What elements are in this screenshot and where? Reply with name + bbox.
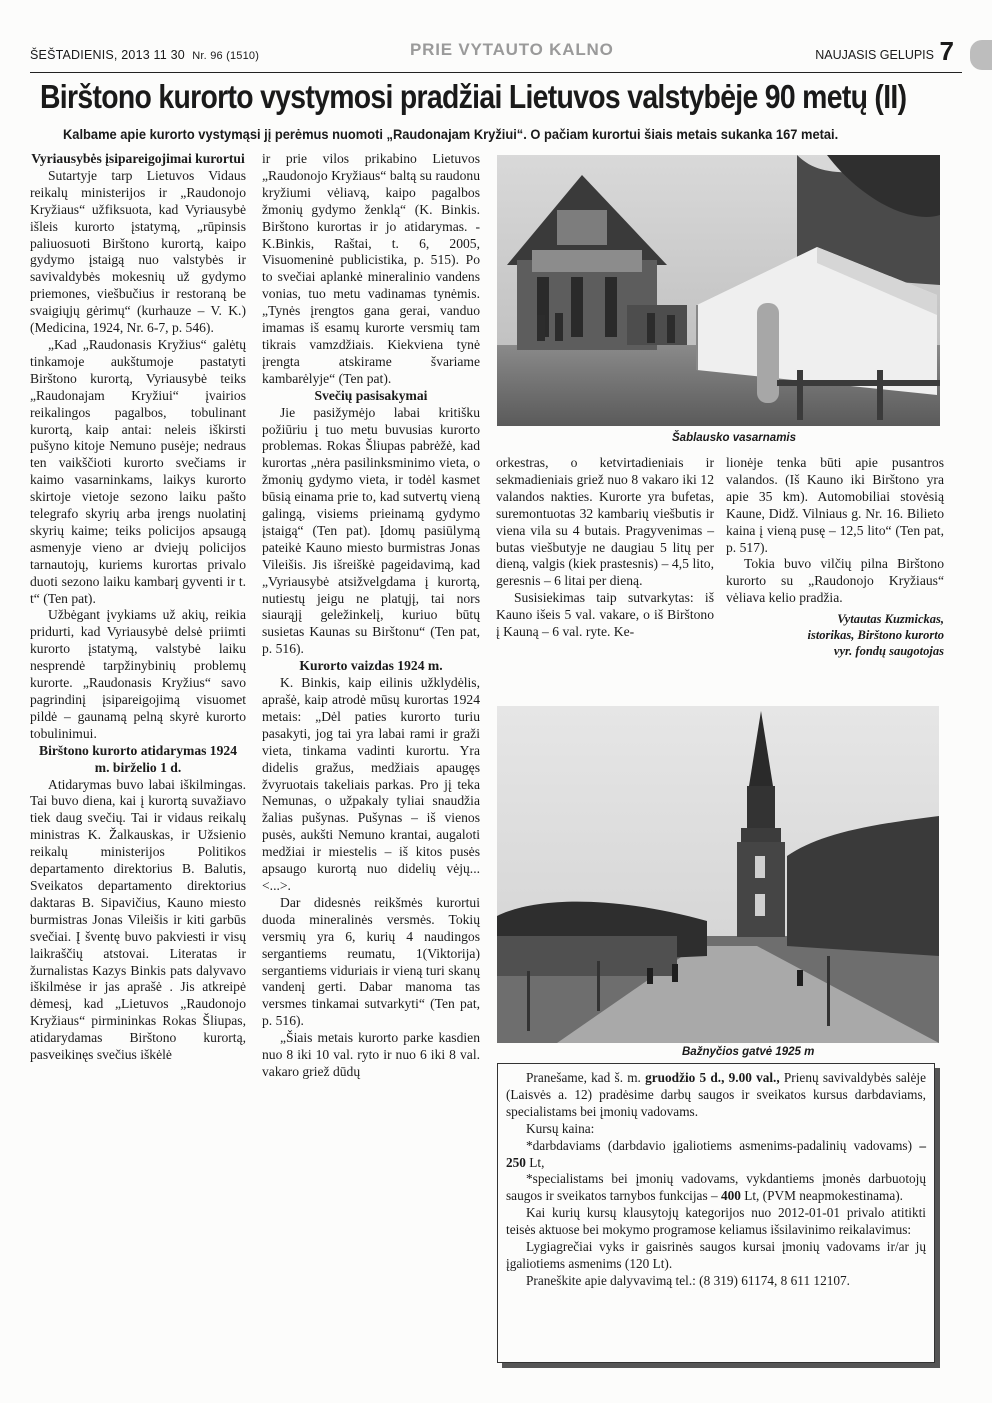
paragraph: Tokia buvo vilčių pilna Birštono kurorto su „Raudonojo Kryžiaus“ vėliava kelio pradžia. <box>726 556 944 606</box>
column-2 <box>262 151 480 1081</box>
column-1 <box>30 151 246 1064</box>
notice-line: *specialistams bei įmonių vadovams, vykdantiems įmonės darbuotojų saugos ir sveikatos tarnybos funkcijas – 400 Lt, (PVM neapmokestinama). <box>506 1171 926 1204</box>
author-name: Vytautas Kuzmickas, <box>837 612 944 627</box>
author-signature <box>726 611 944 659</box>
paragraph: K. Binkis, kaip eilinis užklydėlis, aprašė, kaip atrodė mūsų kurortas 1924 metais: „Dėl paties kurorto turiu pasakyti, jog tai yra labai rami ir graži vieta, tinkama vadinti kurortu. Yra didelis gražus, medžiais apaugęs žvyruotais takeliais parkas. Pro jį teka Nemunas, o užpakaly tyliai snaudžia žalias pušynas. Pušynas – iš vienos pusės, aukšti Nemuno krantai, augaloti medžiai ir miestelis – iš kitos pusės apsaugo kurortą nuo didelių vėjų...<...>. <box>262 675 480 893</box>
villa-photo-drawing <box>497 155 940 426</box>
course-notice <box>497 1063 935 1363</box>
paragraph: Susisiekimas taip sutvarkytas: iš Kauno išeis 5 val. vakare, o iš Birštono į Kauną – 6 val. ryte. Ke- <box>496 590 714 640</box>
church-photo-drawing <box>497 706 939 1043</box>
photo-church-street <box>497 706 939 1043</box>
paragraph: Jie pasižymėjo labai kritišku požiūriu į tuo metu buvusias kurorto problemas. Rokas Šliupas pabrėžė, kad kurortas „nėra pasilinksminimo vieta, o žmonių gydymo vieta, ir todėl kasmet būsią einama prie to, kad sutvertų vieną galingą, visiems prieinamą gydymo įstaigą“ (Ten pat). Įdomų pasiūlymą pateikė Kauno miesto burmistras Jonas Vileišis. Jis išreiškė pageidavimą, kad „Vyriausybė atsižvelgdama į kurortą, nutiestų jeigu ne platųjį, tai nors siaurąjį geležinkelį, kuriuo būtų susietas Kaunas su Birštonu“ (Ten pat, p. 516). <box>262 404 480 657</box>
photo-caption: Šablausko vasarnamis <box>672 432 797 444</box>
page-tab-marker <box>970 40 992 70</box>
notice-line: *darbdaviams (darbdavio įgaliotiems asmenims-padalinių vadovams) – 250 Lt, <box>506 1137 926 1170</box>
subhead: Svečių pasisakymai <box>314 387 428 403</box>
notice-phone: Praneškite apie dalyvavimą tel.: (8 319) 61174, 8 611 12107. <box>526 1272 850 1288</box>
notice-line: Lygiagrečiai vyks ir gaisrinės saugos kursai įmonių vadovams ir/ar jų įgaliotiems asmenims (120 Lt). <box>506 1239 926 1271</box>
subhead: Vyriausybės įsipareigojimai kurortui <box>31 151 245 166</box>
page-header <box>30 38 962 73</box>
paragraph: orkestras, o ketvirtadieniais ir sekmadieniais griež nuo 8 vakaro iki 12 valandos nakties. Kurorte yra bufetas, suremontuotas 32 kambarių viešbutis ir viena vila su 4 butais. Pragyvenimas – butas viešbutyje ne daugiau 5 litų per dieną, valgis (kiek prastesnis) – 4,5 lito, geresnis – 6 litai per dieną. <box>496 455 714 589</box>
column-3 <box>496 455 714 641</box>
paragraph: Dar didesnės reikšmės kurortui duoda mineralinės versmės. Tokių versmių yra 6, kurių 4 naudingos sergantiems reumatu, 1(Viktorija) sergantiems viduriais ir vieną turi skanų vandenį gerti. Dabar manoma tas versmes tinkamai sutvarkyti“ (Ten pat, p. 516). <box>262 894 480 1029</box>
header-paper-name: NAUJASIS GELUPIS <box>815 48 934 62</box>
column-4 <box>726 455 944 659</box>
paragraph: lionėje tenka būti apie pusantros valandos. (Iš Kauno iki Birštono yra apie 35 km). Automobiliai stovėsią Kaune, Didž. Vilniaus g. Nr. 16. Bilieto kaina į vieną pusę – 12,5 lito“ (Ten pat, p. 517). <box>726 455 944 555</box>
paragraph: „Kad „Raudonasis Kryžius“ galėtų tinkamoje aukštumoje pastatyti Birštono kurortą, Vyriausybė teiks „Raudonajam Kryžiui“ įvairios reikalingos pagalbos, tobulinant kurortą, kaip antai: neleis iškirsti pušyno kitoje Nemuno pusėje; nedraus ten vaikščioti kurorto svečiams ir kaimo vasarninkams, laikys kurorto skirtoje vietoje sezono laiku pašto telegrafo skyrių arba įrengs nuolatinį skyrių kaime; teiks policijos apsaugą asmenyje vieno ar dviejų policijos tarnautojų, kuriems kurortas privalo duoti sezono laiku kambarį gyventi ir t. t“ (Ten pat). <box>30 336 246 606</box>
photo-villa <box>497 155 940 426</box>
header-date: ŠEŠTADIENIS, 2013 11 30 Nr. 96 (1510) <box>30 48 260 62</box>
notice-line: Pranešame, kad š. m. gruodžio 5 d., 9.00 val., Prienų savivaldybės salėje (Laisvės a. 12) pradėsime darbų saugos ir sveikatos kursus darbdaviams, specialistams bei įmonių vadovams. <box>506 1070 926 1119</box>
paragraph: ir prie vilos prikabino Lietuvos „Raudonojo Kryžiaus“ baltą su raudonu kryžiumi vėliavą, kaipo pagalbos žmonių gydymo ženklą“ (K. Binkis. Birštono kurortas ir jo atidarymas. - K.Binkis, Raštai, t. 6, 2005, Visuomeninė publicistika, p. 515). Po to svečiai aplankė mineralinio vandens vonias, tuo metu vadinamas tynėmis. „Tynės įrengtos gana gerai, vanduo imamas iš esamų kurorte versmių tam tikrais vamzdžiais. Kiekviena tynė įrengta atskirame švariame kambarėlyje“ (Ten pat). <box>262 151 480 386</box>
paragraph: „Šiais metais kurorto parke kasdien nuo 8 iki 10 val. ryto ir nuo 6 iki 8 val. vakaro griež dūdų <box>262 1030 480 1079</box>
paragraph: Atidarymas buvo labai iškilmingas. Tai buvo diena, kai į kurortą suvažiavo tiek daug svečių. Tai ir vidaus reikalų ministras K. Žalkauskas, ir Užsienio reikalų ministerijos Politikos departamento direktorius B. Balutis, Sveikatos departamento direktorius daktaras B. Sipavičius, Kauno miesto burmistras Jonas Vileišis ir kiti garbūs svečiai. Į šventę buvo pakviesti ir visų laikraščių atstovai. Literatas ir žurnalistas Kazys Binkis pats dalyvavo iškilmėse ir jas aprašė . Jis atkreipė dėmesį, kad „Lietuvos „Raudonojo Kryžiaus“ pirmininkas Rokas Šliupas, atidarydamas Birštono kurortą, pasveikinęs svečius iškėlė <box>30 776 246 1063</box>
header-issue: Nr. 96 (1510) <box>192 50 260 62</box>
header-section: PRIE VYTAUTO KALNO <box>410 40 614 59</box>
paragraph: Sutartyje tarp Lietuvos Vidaus reikalų ministerijos ir „Raudonojo Kryžiaus“ užfiksuota, kad Vyriausybė išleis kurorto įstatymą, „rūpinsis paliuosuoti Birštono kurortą, kaipo gydymo įstaigą nuo valstybės ir savivaldybės mokesnių už gydymo priemones, viešbučius ir restoraną be svaigiųjų gėrimų“ (kurhauze – V. K.) (Medicina, 1924, Nr. 6-7, p. 546). <box>30 167 246 336</box>
notice-line: Kai kurių kursų klausytojų kategorijos nuo 2012-01-01 privalo atitikti teisės aktuose bei mokymo programose keliamus išsilavinimo reikalavimus: <box>506 1205 926 1238</box>
page-number: 7 <box>939 36 954 66</box>
headline: Birštono kurorto vystymosi pradžiai Lietuvos valstybėje 90 metų (II) <box>40 78 907 115</box>
deck: Kalbame apie kurorto vystymąsi jį perėmus nuomoti „Raudonajam Kryžiui“. O pačiam kurortui šiais metais sukanka 167 metai. <box>63 126 839 142</box>
author-role: vyr. fondų saugotojas <box>833 644 944 659</box>
photo-caption: Bažnyčios gatvė 1925 m <box>682 1046 815 1058</box>
subhead: Kurorto vaizdas 1924 m. <box>299 658 443 674</box>
subhead: Birštono kurorto atidarymas 1924 m. birželio 1 d. <box>39 742 237 775</box>
notice-line: Kursų kaina: <box>526 1120 595 1136</box>
paragraph: Užbėgant įvykiams už akių, reikia pridurti, kad Vyriausybė delsė priimti kurorto įstatymą, valstybė laiku nesprendė tarpžinybinių problemų kurorte. „Raudonasis Kryžius“ savo pagrindinį įsipareigojimą visuomet pildė – gaunamą pelną skyrė kurorto tobulinimui. <box>30 607 246 741</box>
author-title: istorikas, Birštono kurorto <box>807 628 944 643</box>
